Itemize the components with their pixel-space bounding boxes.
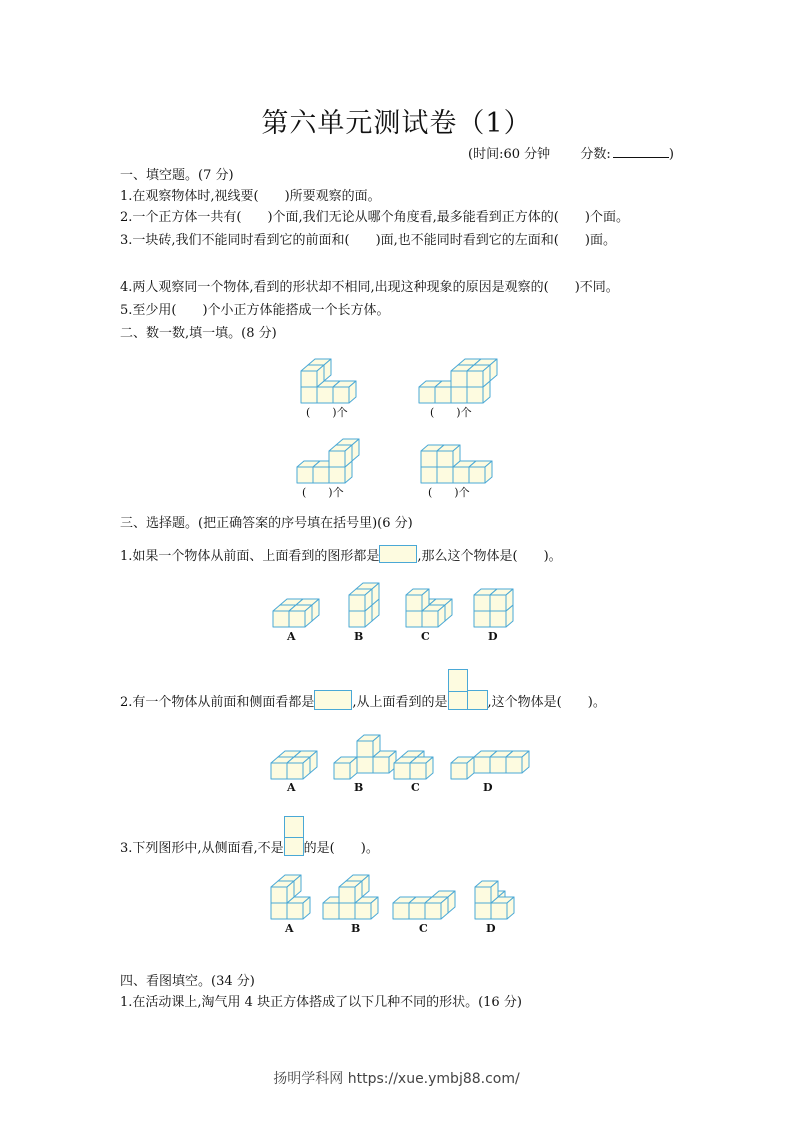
s3-q2-top-shape	[448, 690, 488, 710]
cube	[469, 461, 492, 483]
s3-q1-text-b: ,那么这个物体是( )。	[417, 549, 562, 564]
s3-q1-choice-b: B	[354, 630, 364, 643]
s3-q2-text-b: ,从上面看到的是	[352, 695, 448, 710]
s1-question-3: 3.一块砖,我们不能同时看到它的前面和( )面,也不能同时看到它的左面和( )面。	[120, 233, 616, 248]
s3-q3-choice-a: A	[285, 922, 294, 935]
s3-q1-option-d	[473, 578, 525, 628]
score-close: )	[668, 147, 674, 162]
cube	[490, 589, 513, 611]
s3-q2-option-d	[450, 733, 530, 780]
s3-q1-text-a: 1.如果一个物体从前面、上面看到的图形都是	[120, 549, 380, 564]
cube	[339, 881, 362, 903]
s2-figure-2	[418, 338, 498, 404]
cube	[467, 365, 490, 387]
cube	[271, 881, 294, 903]
s1-question-4: 4.两人观察同一个物体,看到的形状却不相同,出现这种现象的原因是观察的( )不同。	[120, 280, 619, 295]
cube	[301, 365, 324, 387]
cube	[451, 757, 474, 779]
s2-label-4: ( )个	[428, 486, 470, 499]
s3-q3-choice-c: C	[419, 922, 428, 935]
s3-q2-choice-a: A	[287, 781, 296, 794]
s3-q3-text-b: 的是( )。	[303, 841, 379, 856]
s3-q2-front-shape	[314, 690, 352, 710]
s3-q3-choice-d: D	[486, 922, 496, 935]
s1-question-2: 2.一个正方体一共有( )个面,我们无论从哪个角度看,最多能看到正方体的( )个面。	[120, 210, 629, 225]
s3-q3-text-a: 3.下列图形中,从侧面看,不是	[120, 841, 284, 856]
page-title: 第六单元测试卷（1）	[261, 108, 532, 139]
s3-q1-choice-a: A	[287, 630, 296, 643]
cube	[406, 589, 429, 611]
score-label: 分数:	[580, 147, 611, 162]
s2-figure-1	[300, 338, 370, 404]
s3-q1-choice-c: C	[421, 630, 430, 643]
s3-question-3	[120, 836, 379, 856]
exam-meta	[468, 143, 674, 162]
s3-q2-option-b	[333, 718, 393, 780]
s3-q1-shape	[379, 545, 417, 563]
s2-label-2: ( )个	[430, 406, 472, 419]
s3-q3-option-c	[392, 880, 470, 920]
cube	[506, 751, 529, 773]
s3-q3-option-b	[322, 866, 394, 920]
score-blank	[613, 145, 669, 158]
s3-q1-choice-d: D	[488, 630, 498, 643]
cube	[334, 757, 357, 779]
s3-q2-choice-c: C	[411, 781, 420, 794]
s3-q3-shape	[284, 836, 304, 856]
s2-label-3: ( )个	[302, 486, 344, 499]
s3-q1-option-a	[272, 598, 322, 628]
s3-q2-choice-d: D	[483, 781, 493, 794]
s3-q2-text-c: ,这个物体是( )。	[487, 695, 606, 710]
section-1-heading: 一、填空题。(7 分)	[120, 168, 234, 183]
cube	[475, 881, 498, 903]
cube	[425, 897, 448, 919]
cube	[287, 757, 310, 779]
s3-q3-option-d	[474, 868, 524, 920]
s3-q3-option-a	[270, 868, 320, 920]
section-3-heading: 三、选择题。(把正确答案的序号填在括号里)(6 分)	[120, 516, 413, 531]
s1-question-1: 1.在观察物体时,视线要( )所要观察的面。	[120, 189, 381, 204]
s1-question-5: 5.至少用( )个小正方体能搭成一个长方体。	[120, 303, 390, 318]
s3-q2-choice-b: B	[354, 781, 364, 794]
section-2-heading: 二、数一数,填一填。(8 分)	[120, 326, 277, 341]
s3-q2-text-a: 2.有一个物体从前面和侧面看都是	[120, 695, 315, 710]
s2-figure-4	[420, 428, 500, 484]
cube	[329, 445, 352, 467]
s2-label-1: ( )个	[306, 406, 348, 419]
s3-q1-option-c	[405, 578, 457, 628]
cube	[333, 381, 356, 403]
cube	[437, 445, 460, 467]
cube	[357, 735, 380, 757]
s3-question-1	[120, 545, 562, 564]
cube	[349, 589, 372, 611]
time-limit: (时间:60 分钟	[468, 147, 551, 162]
s4-question-1: 1.在活动课上,淘气用 4 块正方体搭成了以下几种不同的形状。(16 分)	[120, 995, 522, 1010]
s3-question-2	[120, 690, 606, 710]
s3-q2-option-c	[393, 738, 443, 780]
s3-q1-option-b	[348, 578, 383, 628]
s3-q3-choice-b: B	[351, 922, 361, 935]
section-4-heading: 四、看图填空。(34 分)	[120, 974, 255, 989]
s2-figure-3	[296, 428, 376, 484]
footer-watermark: 扬明学科网 https://xue.ymbj88.com/	[273, 1071, 520, 1087]
cube	[289, 605, 312, 627]
cube	[410, 757, 433, 779]
s3-q2-option-a	[270, 735, 330, 780]
